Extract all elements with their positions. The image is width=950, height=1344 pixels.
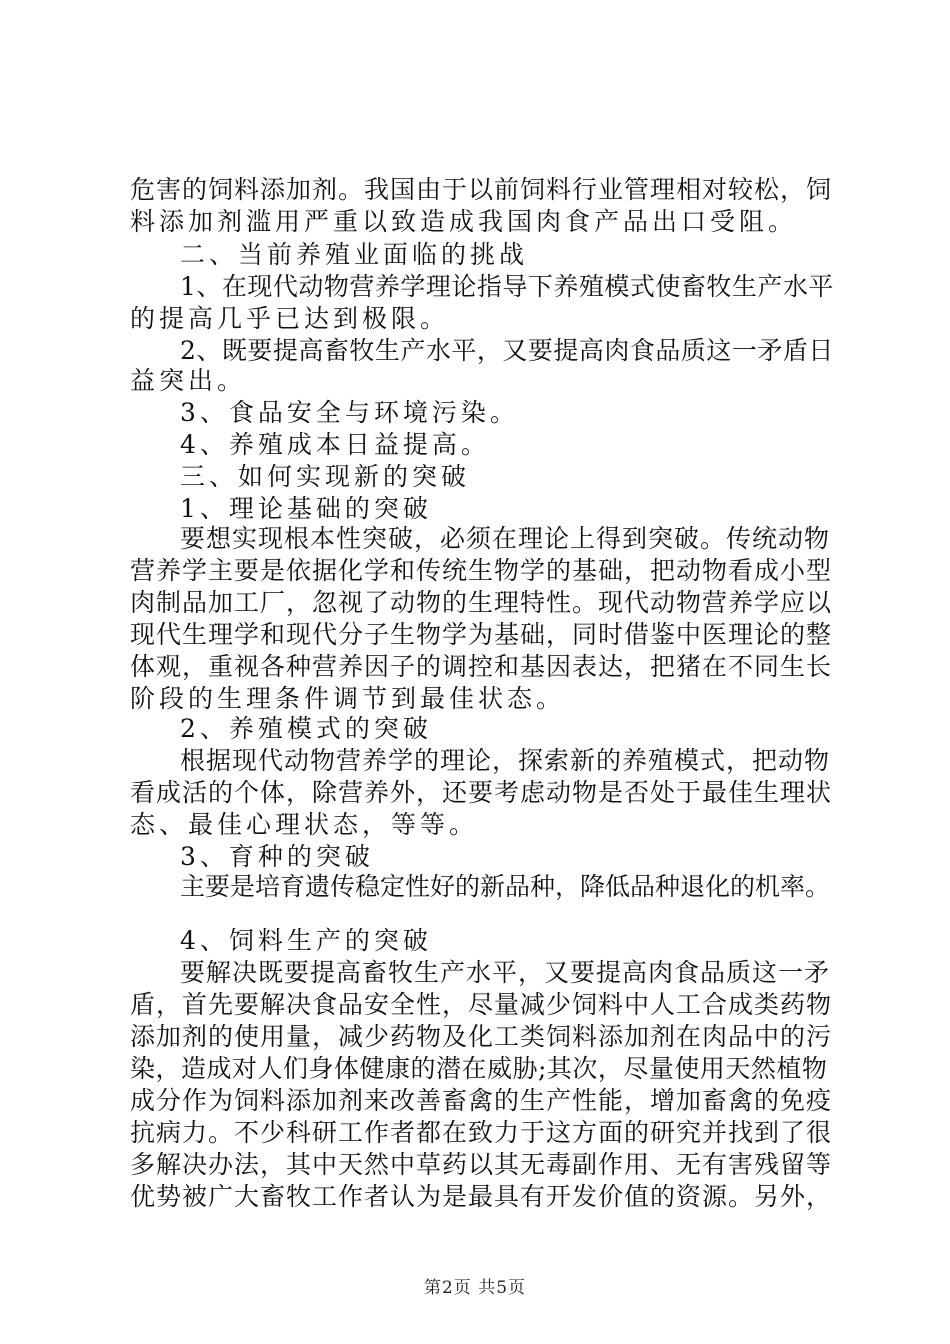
text-line: 要解决既要提高畜牧生产水平，又要提高肉食品质这一矛 — [180, 958, 831, 987]
text-line: 多解决办法，其中天然中草药以其无毒副作用、无有害残留等 — [130, 1150, 833, 1179]
text-line: 看成活的个体，除营养外，还要考虑动物是否处于最佳生理状 — [130, 778, 833, 807]
subsection-heading: 2、养殖模式的突破 — [180, 714, 432, 743]
text-line: 抗病力。不少科研工作者都在致力于这方面的研究并找到了很 — [130, 1118, 833, 1147]
text-line: 益突出。 — [130, 366, 247, 395]
subsection-heading: 3、育种的突破 — [180, 842, 374, 871]
text-line: 肉制品加工厂，忽视了动物的生理特性。现代动物营养学应以 — [130, 588, 833, 617]
text-line: 的提高几乎已达到极限。 — [130, 304, 450, 333]
section-heading: 二、当前养殖业面临的挑战 — [180, 240, 529, 269]
text-line: 盾，首先要解决食品安全性，尽量减少饲料中人工合成类药物 — [130, 990, 833, 1019]
subsection-heading: 4、饲料生产的突破 — [180, 926, 432, 955]
text-line: 优势被广大畜牧工作者认为是最具有开发价值的资源。另外， — [130, 1182, 833, 1211]
text-line: 危害的饲料添加剂。我国由于以前饲料行业管理相对较松，饲 — [130, 175, 833, 204]
text-line: 阶段的生理条件调节到最佳状态。 — [130, 684, 566, 713]
page-number-footer: 第2页 共5页 — [423, 1278, 527, 1298]
text-line: 1、在现代动物营养学理论指导下养殖模式使畜牧生产水平 — [180, 272, 834, 301]
text-line: 4、养殖成本日益提高。 — [180, 430, 490, 459]
text-line: 成分作为饲料添加剂来改善畜禽的生产性能，增加畜禽的免疫 — [130, 1086, 833, 1115]
text-line: 添加剂的使用量，减少药物及化工类饲料添加剂在肉品中的污 — [130, 1022, 833, 1051]
text-line: 体观，重视各种营养因子的调控和基因表达，把猪在不同生长 — [130, 652, 833, 681]
text-line: 料添加剂滥用严重以致造成我国肉食产品出口受阻。 — [130, 207, 798, 236]
text-line: 染，造成对人们身体健康的潜在威胁;其次，尽量使用天然植物 — [130, 1054, 828, 1083]
text-line: 营养学主要是依据化学和传统生物学的基础，把动物看成小型 — [130, 556, 833, 585]
subsection-heading: 1、理论基础的突破 — [180, 494, 432, 523]
text-line: 根据现代动物营养学的理论，探索新的养殖模式，把动物 — [180, 746, 831, 775]
text-line: 3、食品安全与环境污染。 — [180, 398, 519, 427]
section-heading: 三、如何实现新的突破 — [180, 462, 471, 491]
text-line: 2、既要提高畜牧生产水平，又要提高肉食品质这一矛盾日 — [180, 336, 834, 365]
text-line: 主要是培育遗传稳定性好的新品种，降低品种退化的机率。 — [180, 872, 831, 901]
text-line: 态、最佳心理状态，等等。 — [130, 810, 479, 839]
text-line: 现代生理学和现代分子生物学为基础，同时借鉴中医理论的整 — [130, 620, 833, 649]
text-line: 要想实现根本性突破，必须在理论上得到突破。传统动物 — [180, 524, 831, 553]
